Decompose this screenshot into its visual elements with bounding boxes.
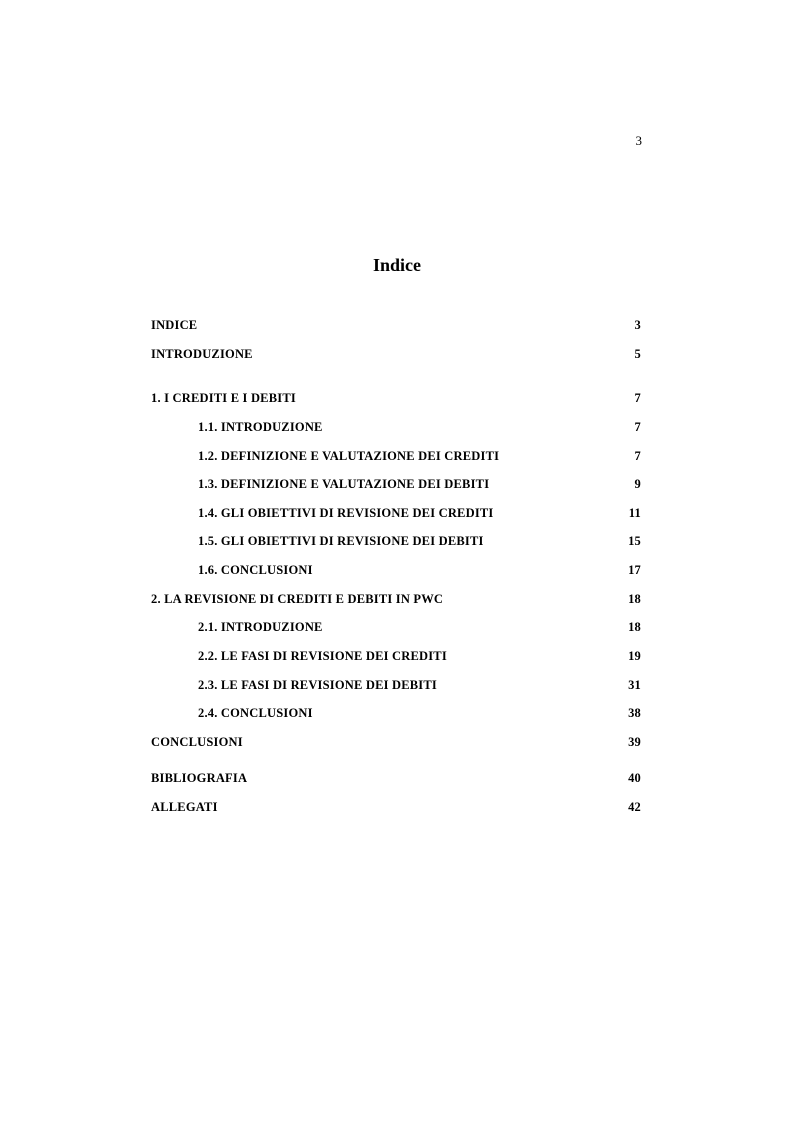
toc-entry-page: 31 <box>628 678 641 692</box>
toc-entry-title: BIBLIOGRAFIA <box>151 771 248 785</box>
toc-entry-page: 3 <box>634 318 641 332</box>
toc-entry-section-1-3[interactable] <box>198 477 641 495</box>
toc-entry-conclusioni[interactable] <box>151 735 641 753</box>
toc-entry-allegati[interactable] <box>151 800 641 818</box>
toc-entry-page: 40 <box>628 771 641 785</box>
toc-entry-title: 2.1. INTRODUZIONE <box>198 620 323 634</box>
toc-entry-page: 17 <box>628 563 641 577</box>
toc-entry-title: 1.5. GLI OBIETTIVI DI REVISIONE DEI DEBITI <box>198 534 484 548</box>
toc-entry-bibliografia[interactable] <box>151 771 641 789</box>
toc-entry-page: 18 <box>628 592 641 606</box>
toc-entry-page: 7 <box>634 391 641 405</box>
toc-entry-page: 19 <box>628 649 641 663</box>
toc-entry-section-2-2[interactable] <box>198 649 641 667</box>
toc-entry-section-1-5[interactable] <box>198 534 641 552</box>
toc-entry-title: 1.3. DEFINIZIONE E VALUTAZIONE DEI DEBITI <box>198 477 490 491</box>
toc-entry-page: 9 <box>634 477 641 491</box>
toc-entry-title: CONCLUSIONI <box>151 735 243 749</box>
toc-entry-title: 2.2. LE FASI DI REVISIONE DEI CREDITI <box>198 649 447 663</box>
toc-heading: Indice <box>372 255 421 275</box>
toc-entry-section-1-4[interactable] <box>198 506 641 524</box>
toc-entry-title: INTRODUZIONE <box>151 347 253 361</box>
toc-entry-title: 1.6. CONCLUSIONI <box>198 563 313 577</box>
toc-entry-title: 1.2. DEFINIZIONE E VALUTAZIONE DEI CREDITI <box>198 449 500 463</box>
toc-entry-page: 39 <box>628 735 641 749</box>
toc-entry-chapter-1[interactable] <box>151 391 641 409</box>
toc-entry-page: 7 <box>634 420 641 434</box>
toc-entry-title: INDICE <box>151 318 198 332</box>
toc-entry-title: 1.1. INTRODUZIONE <box>198 420 323 434</box>
toc-entry-section-2-4[interactable] <box>198 706 641 724</box>
toc-entry-title: ALLEGATI <box>151 800 218 814</box>
toc-entry-page: 42 <box>628 800 641 814</box>
toc-entry-chapter-2[interactable] <box>151 592 641 610</box>
toc-entry-page: 38 <box>628 706 641 720</box>
toc-entry-section-1-2[interactable] <box>198 449 641 467</box>
toc-entry-page: 15 <box>628 534 641 548</box>
toc-entry-page: 7 <box>634 449 641 463</box>
toc-entry-page: 5 <box>634 347 641 361</box>
toc-entry-title: 2.4. CONCLUSIONI <box>198 706 313 720</box>
toc-entry-section-1-6[interactable] <box>198 563 641 581</box>
toc-entry-title: 2.3. LE FASI DI REVISIONE DEI DEBITI <box>198 678 437 692</box>
toc-entry-title: 1.4. GLI OBIETTIVI DI REVISIONE DEI CREDITI <box>198 506 494 520</box>
toc-entry-section-2-1[interactable] <box>198 620 641 638</box>
toc-entry-section-2-3[interactable] <box>198 678 641 696</box>
page-number: 3 <box>635 133 642 148</box>
toc-entry-introduzione[interactable] <box>151 347 641 365</box>
toc-entry-indice[interactable] <box>151 318 641 336</box>
toc-entry-page: 18 <box>628 620 641 634</box>
toc-entry-title: 1. I CREDITI E I DEBITI <box>151 391 296 405</box>
toc-entry-title: 2. LA REVISIONE DI CREDITI E DEBITI IN PWC <box>151 592 444 606</box>
toc-entry-section-1-1[interactable] <box>198 420 641 438</box>
toc-entry-page: 11 <box>628 506 641 520</box>
